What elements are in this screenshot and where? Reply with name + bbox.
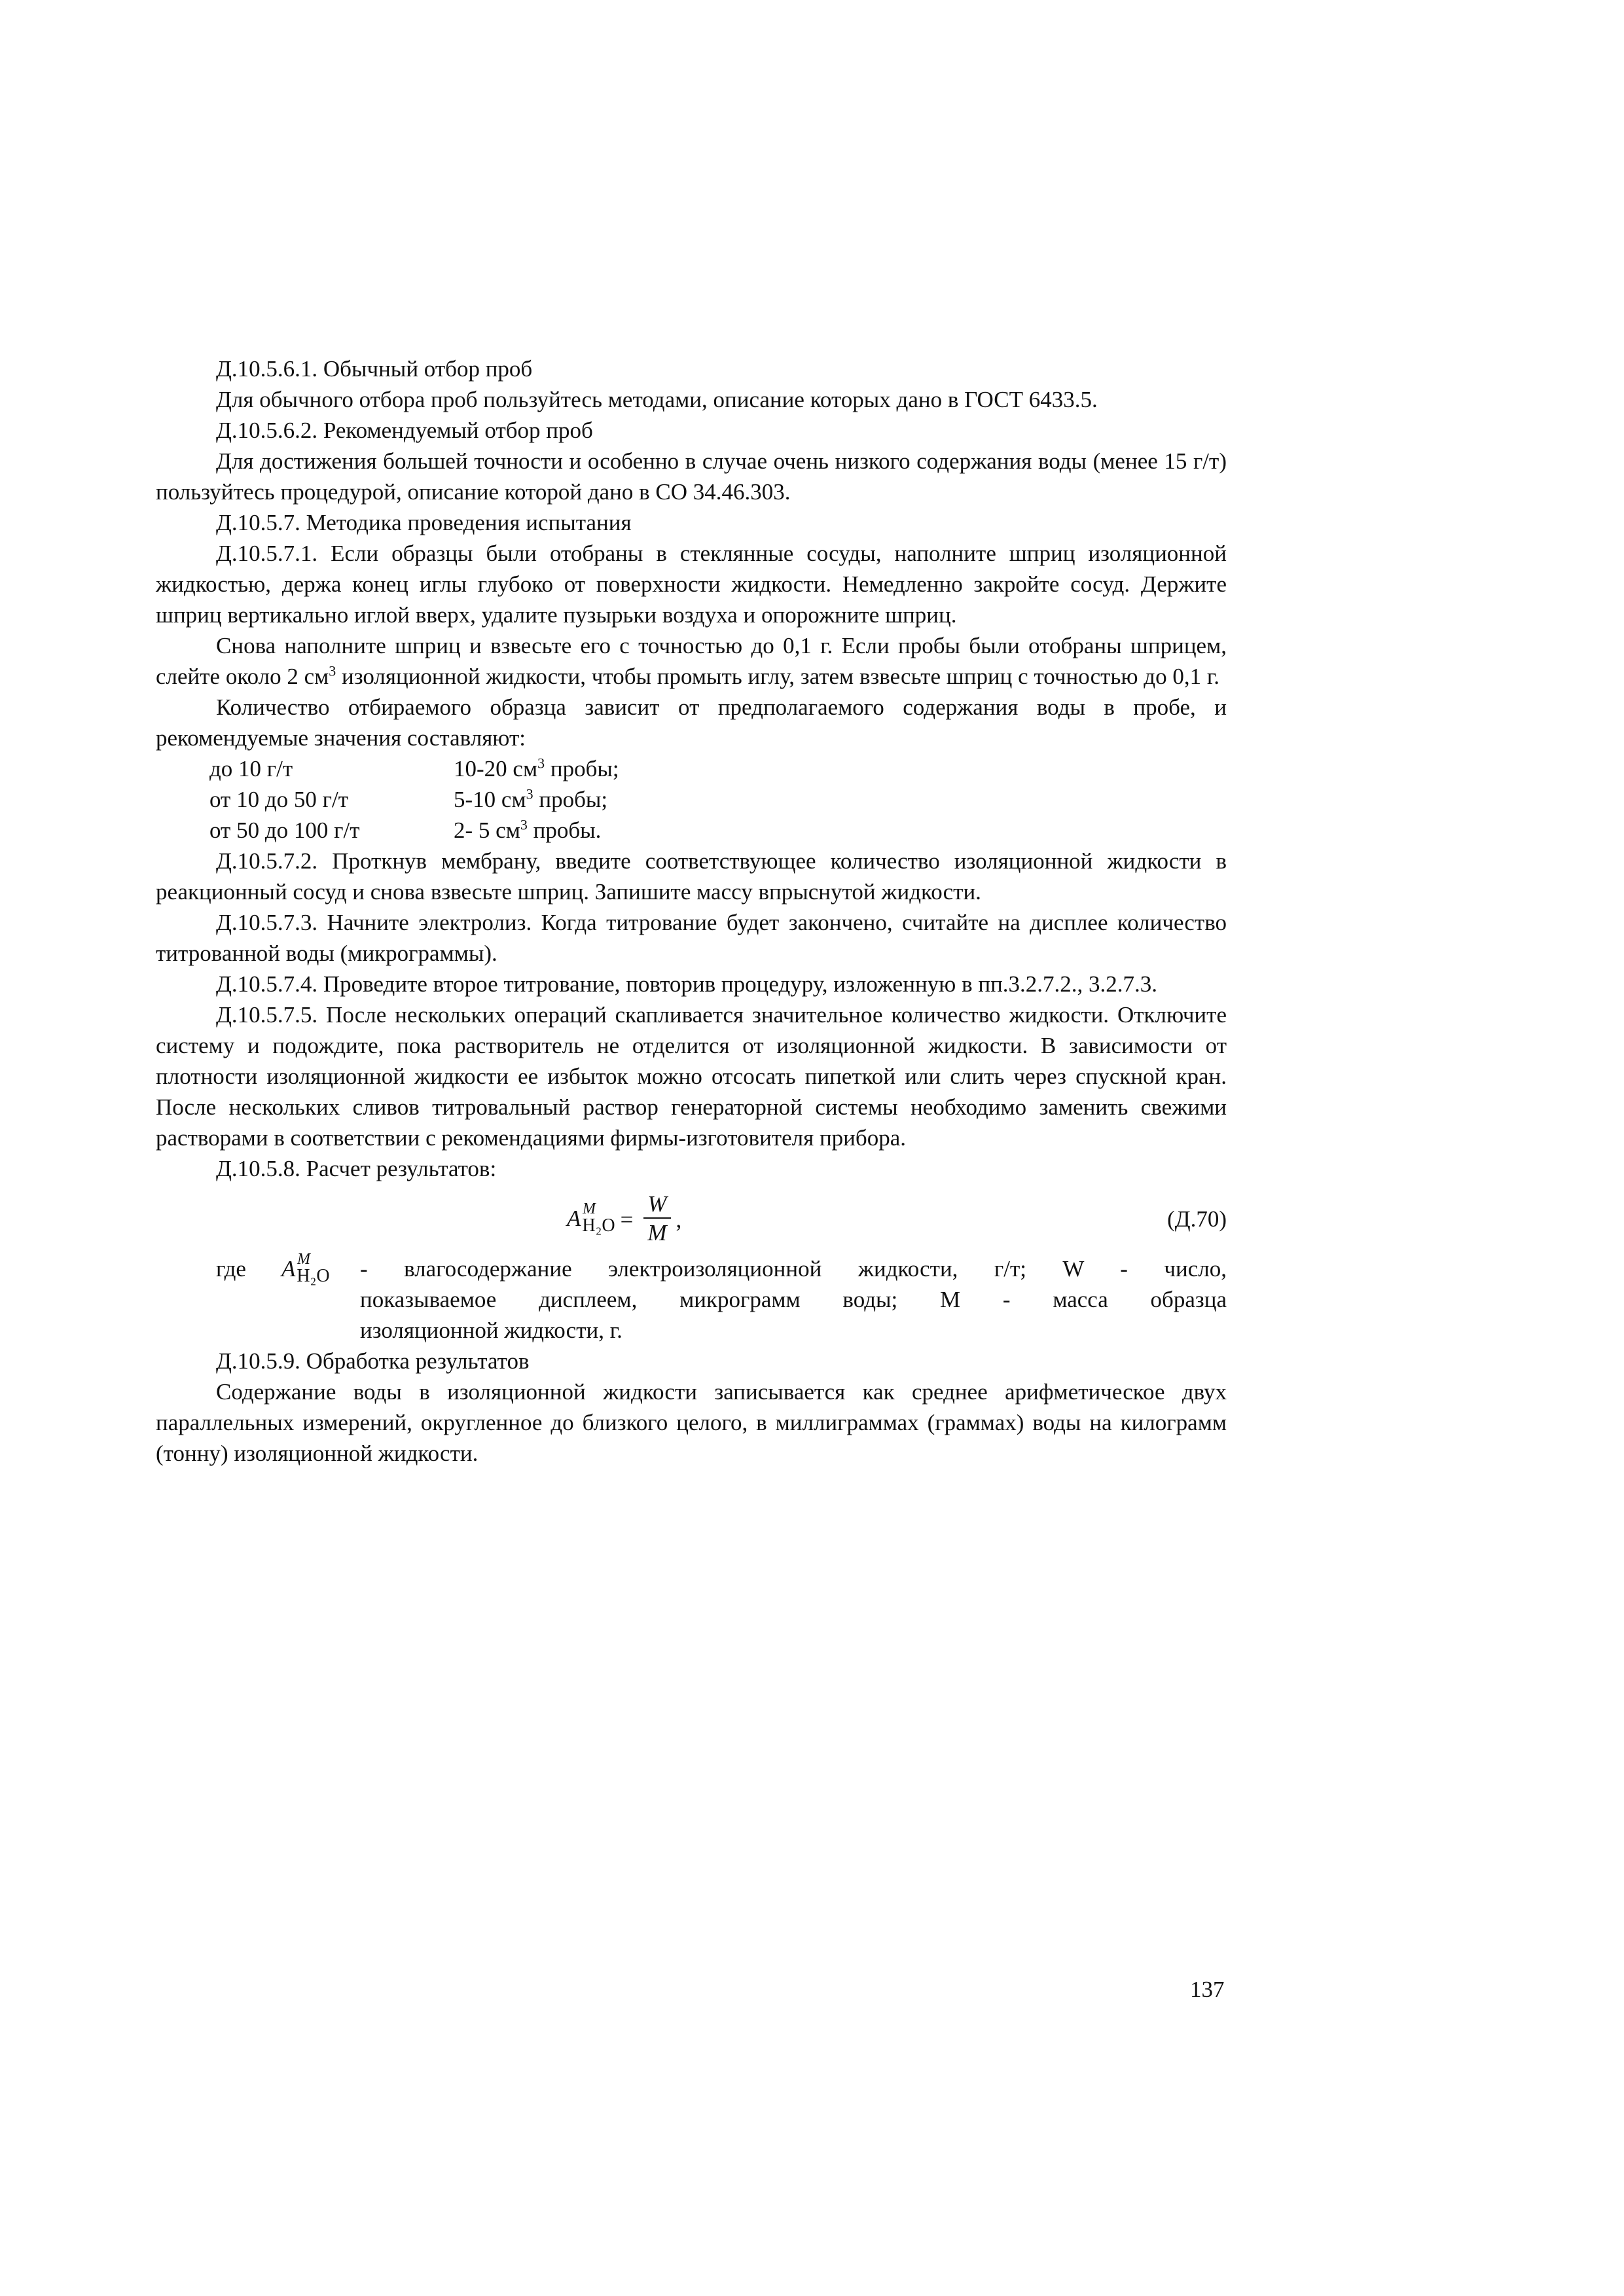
paragraph: Для обычного отбора проб пользуйтесь методами, описание которых дано в ГОСТ 6433.5. [216, 387, 1098, 412]
formula-symbol [281, 1253, 330, 1286]
comma: , [676, 1206, 682, 1232]
where-block [216, 1253, 1227, 1346]
paragraph-quantity: Количество отбираемого образца зависит от предполагаемого содержания воды в пробе, и рекомендуемые значения составляют: [156, 694, 1227, 751]
formula-symbol [567, 1200, 615, 1236]
body-text [156, 353, 1227, 1469]
range: от 10 до 50 г/т [209, 787, 349, 812]
amount-suffix: пробы; [545, 756, 619, 781]
paragraph: Д.10.5.7.5. После нескольких операций скапливается значительное количество жидкости. Отключите систему и подождите, пока растворитель не отделится от изоляционной жидкости. В зависимости от плотности изоляционной жидкости ее избыток можно отсосать пипеткой или слить через спускной кран. После нескольких сливов титровальный раствор генераторной системы необходимо заменить свежими растворами в соответствии с рекомендациями фирмы-изготовителя прибора. [156, 1002, 1227, 1151]
equals-sign: = [620, 1206, 634, 1232]
heading-10-5-6-2: Д.10.5.6.2. Рекомендуемый отбор проб [216, 418, 593, 443]
symbol-superscript: M [583, 1200, 596, 1217]
symbol-superscript: M [297, 1251, 310, 1268]
amount-value: 2- 5 см [454, 817, 520, 843]
amount [454, 753, 619, 784]
range: до 10 г/т [209, 756, 293, 781]
superscript: 3 [329, 662, 336, 679]
paragraph: Д.10.5.7.2. Проткнув мембрану, введите соответствующее количество изоляционной жидкости в реакционный сосуд и снова взвесьте шприц. Запишите массу впрыснутой жидкости. [156, 848, 1227, 905]
recommended-row [209, 753, 1227, 784]
paragraph: Д.10.5.7.4. Проведите второе титрование, повторив процедуру, изложенную в пп.3.2.7.2., 3.2.7.3. [216, 971, 1158, 997]
where-line: - влагосодержание электроизоляционной жидкости, г/т; W - число, [360, 1256, 1227, 1282]
range: от 50 до 100 г/т [209, 817, 360, 843]
symbol-base: A [281, 1256, 296, 1282]
paragraph: Д.10.5.7.3. Начните электролиз. Когда титрование будет закончено, считайте на дисплее количество титрованной воды (микрограммы). [156, 910, 1227, 966]
superscript: 3 [520, 816, 528, 833]
symbol-base: A [567, 1206, 581, 1231]
where-line: изоляционной жидкости, г. [360, 1318, 623, 1343]
recommended-row [209, 815, 1227, 846]
where-label: где [216, 1256, 246, 1282]
where-line: показываемое дисплеем, микрограмм воды; M - масса образца [360, 1287, 1227, 1312]
where-description [360, 1253, 1227, 1346]
paragraph: Д.10.5.7.1. Если образцы были отобраны в стеклянные сосуды, наполните шприц изоляционной жидкостью, держа конец иглы глубоко от поверхности жидкости. Немедленно закройте сосуд. Держите шприц вертикально иглой вверх, удалите пузырьки воздуха и опорожните шприц. [156, 541, 1227, 628]
amount-value: 5-10 см [454, 787, 526, 812]
text: Снова наполните шприц и взвесьте его с точностью до 0,1 г. Если пробы были отобраны шприцем, слейте около 2 см [156, 633, 1227, 689]
fraction [643, 1191, 670, 1247]
amount-value: 10-20 см [454, 756, 538, 781]
superscript: 3 [537, 755, 545, 772]
symbol-subscript: H₂O [297, 1266, 330, 1286]
formula-row [156, 1188, 1227, 1251]
heading-10-5-6-1: Д.10.5.6.1. Обычный отбор проб [216, 356, 533, 382]
heading-10-5-8: Д.10.5.8. Расчет результатов: [216, 1156, 497, 1181]
amount-suffix: пробы. [527, 817, 602, 843]
amount [454, 815, 601, 846]
amount-suffix: пробы; [533, 787, 608, 812]
paragraph: Содержание воды в изоляционной жидкости записывается как среднее арифметическое двух параллельных измерений, округленное до близкого целого, в миллиграммах (граммах) воды на килограмм (тонну) изоляционной жидкости. [156, 1379, 1227, 1466]
formula [567, 1188, 681, 1251]
superscript: 3 [526, 785, 533, 802]
equation-number: (Д.70) [1167, 1206, 1227, 1232]
denominator: M [647, 1220, 667, 1246]
symbol-subscript: H₂O [582, 1215, 615, 1236]
heading-10-5-7: Д.10.5.7. Методика проведения испытания [216, 510, 632, 535]
paragraph-syringe [156, 630, 1227, 692]
recommended-row [209, 784, 1227, 815]
heading-10-5-9: Д.10.5.9. Обработка результатов [216, 1348, 530, 1374]
paragraph: Для достижения большей точности и особенно в случае очень низкого содержания воды (менее 15 г/т) пользуйтесь процедурой, описание которой дано в СО 34.46.303. [156, 448, 1227, 505]
numerator: W [643, 1191, 670, 1219]
page-number: 137 [1190, 1977, 1225, 2002]
text: изоляционной жидкости, чтобы промыть иглу, затем взвесьте шприц с точностью до 0,1 г. [336, 664, 1219, 689]
amount [454, 784, 607, 815]
where-symbol [281, 1253, 360, 1346]
